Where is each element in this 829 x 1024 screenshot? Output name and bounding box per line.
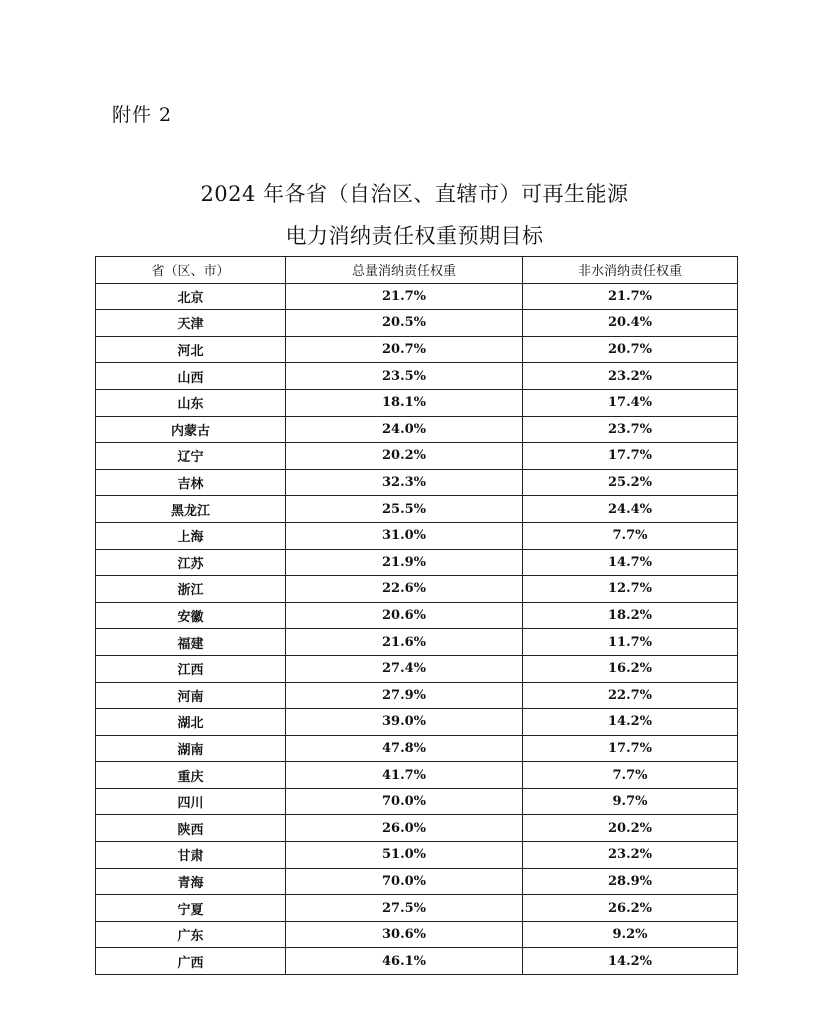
table-row [96,682,738,709]
cell-non-hydro-weight: 24.4% [523,496,738,523]
cell-province: 上海 [96,522,286,549]
cell-total-weight: 51.0% [286,842,523,869]
cell-province: 河北 [96,336,286,363]
table-row [96,283,738,310]
cell-total-weight: 21.9% [286,549,523,576]
cell-non-hydro-weight: 18.2% [523,602,738,629]
cell-province: 江苏 [96,549,286,576]
table-row [96,629,738,656]
cell-province: 北京 [96,283,286,310]
table-row [96,762,738,789]
cell-total-weight: 25.5% [286,496,523,523]
cell-non-hydro-weight: 22.7% [523,682,738,709]
cell-province: 广东 [96,921,286,948]
header-province: 省（区、市） [96,257,286,284]
cell-total-weight: 21.6% [286,629,523,656]
document-title-line-1: 2024 年各省（自治区、直辖市）可再生能源 [200,182,629,206]
table-row [96,788,738,815]
table-row [96,709,738,736]
cell-province: 湖北 [96,709,286,736]
cell-total-weight: 23.5% [286,363,523,390]
cell-total-weight: 26.0% [286,815,523,842]
cell-non-hydro-weight: 9.2% [523,921,738,948]
cell-province: 浙江 [96,576,286,603]
cell-total-weight: 47.8% [286,735,523,762]
cell-province: 安徽 [96,602,286,629]
cell-total-weight: 70.0% [286,788,523,815]
cell-province: 陕西 [96,815,286,842]
cell-province: 江西 [96,655,286,682]
cell-total-weight: 32.3% [286,469,523,496]
cell-province: 湖南 [96,735,286,762]
cell-total-weight: 46.1% [286,948,523,975]
cell-total-weight: 27.4% [286,655,523,682]
cell-total-weight: 21.7% [286,283,523,310]
cell-province: 天津 [96,310,286,337]
cell-non-hydro-weight: 26.2% [523,895,738,922]
table-row [96,842,738,869]
cell-non-hydro-weight: 21.7% [523,283,738,310]
table-row [96,549,738,576]
table-row [96,416,738,443]
cell-total-weight: 30.6% [286,921,523,948]
cell-non-hydro-weight: 28.9% [523,868,738,895]
table-row [96,602,738,629]
table-row [96,895,738,922]
table-row [96,815,738,842]
header-total-weight: 总量消纳责任权重 [286,257,523,284]
cell-province: 福建 [96,629,286,656]
attachment-label: 附件 2 [112,104,173,126]
cell-total-weight: 70.0% [286,868,523,895]
cell-total-weight: 27.5% [286,895,523,922]
table-row [96,389,738,416]
cell-non-hydro-weight: 7.7% [523,762,738,789]
cell-province: 山西 [96,363,286,390]
table-row [96,522,738,549]
cell-total-weight: 24.0% [286,416,523,443]
cell-total-weight: 39.0% [286,709,523,736]
table-body [96,283,738,974]
cell-total-weight: 31.0% [286,522,523,549]
cell-non-hydro-weight: 12.7% [523,576,738,603]
cell-total-weight: 18.1% [286,389,523,416]
table-header-row [96,257,738,284]
table-row [96,948,738,975]
cell-province: 辽宁 [96,443,286,470]
consumption-weight-table [95,256,738,975]
cell-non-hydro-weight: 17.7% [523,443,738,470]
cell-total-weight: 20.2% [286,443,523,470]
cell-province: 山东 [96,389,286,416]
table-row [96,921,738,948]
table-row [96,735,738,762]
table-row [96,868,738,895]
cell-non-hydro-weight: 23.7% [523,416,738,443]
cell-total-weight: 27.9% [286,682,523,709]
cell-non-hydro-weight: 14.2% [523,948,738,975]
cell-non-hydro-weight: 11.7% [523,629,738,656]
cell-non-hydro-weight: 23.2% [523,363,738,390]
cell-province: 重庆 [96,762,286,789]
cell-province: 河南 [96,682,286,709]
header-non-hydro-weight: 非水消纳责任权重 [523,257,738,284]
cell-non-hydro-weight: 17.4% [523,389,738,416]
cell-total-weight: 22.6% [286,576,523,603]
table-row [96,576,738,603]
cell-total-weight: 20.6% [286,602,523,629]
document-title-line-2: 电力消纳责任权重预期目标 [285,224,544,248]
cell-non-hydro-weight: 14.2% [523,709,738,736]
cell-non-hydro-weight: 20.4% [523,310,738,337]
cell-province: 广西 [96,948,286,975]
cell-total-weight: 20.5% [286,310,523,337]
cell-non-hydro-weight: 14.7% [523,549,738,576]
table-row [96,443,738,470]
cell-non-hydro-weight: 23.2% [523,842,738,869]
cell-total-weight: 20.7% [286,336,523,363]
table-row [96,336,738,363]
cell-non-hydro-weight: 7.7% [523,522,738,549]
table-row [96,496,738,523]
cell-province: 黑龙江 [96,496,286,523]
cell-non-hydro-weight: 17.7% [523,735,738,762]
table-row [96,469,738,496]
table-row [96,310,738,337]
table-row [96,655,738,682]
cell-province: 甘肃 [96,842,286,869]
cell-non-hydro-weight: 25.2% [523,469,738,496]
cell-non-hydro-weight: 20.7% [523,336,738,363]
cell-province: 青海 [96,868,286,895]
cell-total-weight: 41.7% [286,762,523,789]
cell-non-hydro-weight: 16.2% [523,655,738,682]
cell-province: 内蒙古 [96,416,286,443]
table-row [96,363,738,390]
cell-province: 宁夏 [96,895,286,922]
cell-province: 吉林 [96,469,286,496]
cell-province: 四川 [96,788,286,815]
cell-non-hydro-weight: 9.7% [523,788,738,815]
cell-non-hydro-weight: 20.2% [523,815,738,842]
